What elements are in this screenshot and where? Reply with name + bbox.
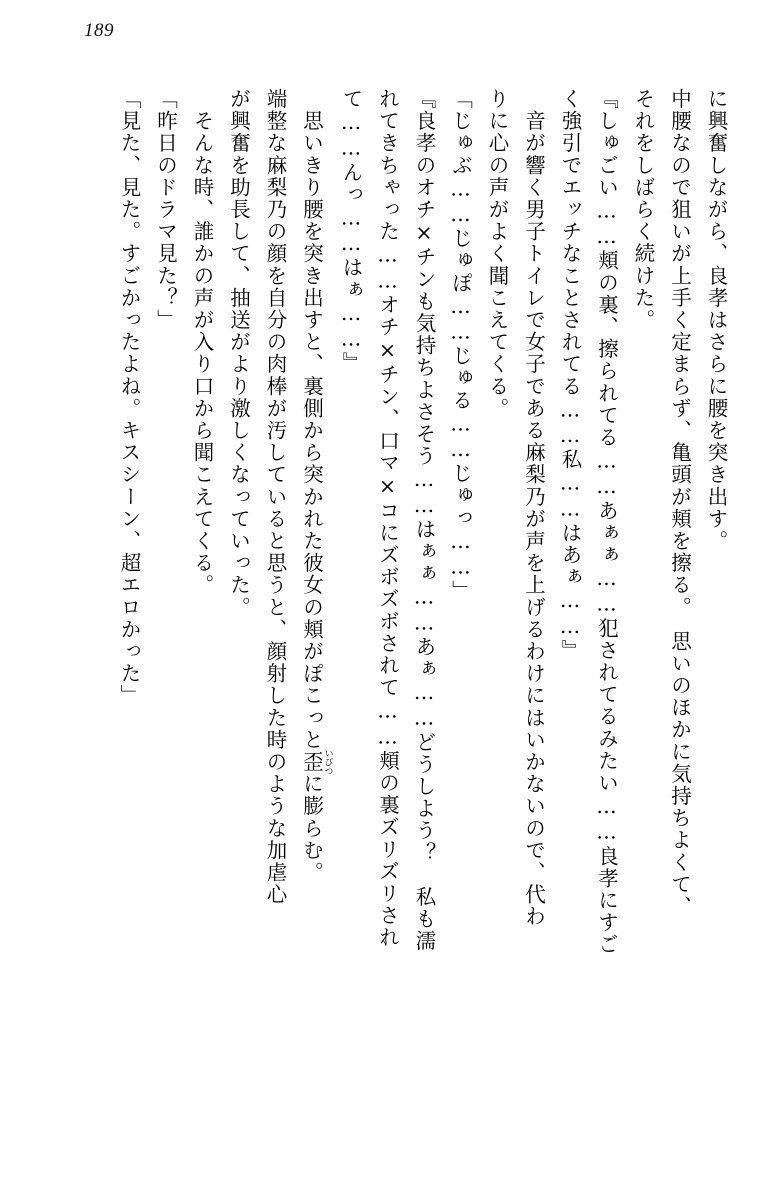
page-text-body: [40, 88, 734, 1163]
text-line: 「じゅぶ……じゅぽ……じゅる……じゅっ……」: [448, 88, 473, 603]
text-line: が興奮を助長して、抽送がより激しくなっていった。: [226, 88, 251, 619]
text-line: て……んっ……はぁ……』: [339, 88, 363, 375]
page-number: 189: [84, 20, 114, 41]
text-line: 「見た、見た。すごかったよね。キスシーン、超エロかった」: [117, 88, 141, 707]
text-line-with-ruby: 思いきり腰を突き出すと、裏側から突かれた彼女の頬がぽこっと歪 いびつに膨らむ。: [299, 88, 333, 884]
text-line: りに心の声がよく聞こえてくる。: [485, 88, 509, 420]
ruby-furigana: 歪 いびつ: [299, 748, 333, 776]
text-line: 端整な麻梨乃の顔を自分の肉棒が汚していると思うと、顔射した時のような加虐心: [263, 88, 287, 906]
text-line: 音が響く男子トイレで女子である麻梨乃が声を上げるわけにはいかないので、代わ: [521, 88, 546, 928]
text-line: それをしばらく続けた。: [631, 88, 655, 332]
text-line: 中腰なので狙いが上手く定まらず、亀頭が頬を擦る。 思いのほかに気持ちよくて、: [667, 88, 692, 918]
text-line: そんな時、誰かの声が入り口から聞こえてくる。: [190, 88, 214, 597]
text-line: れてきちゃった……オチ×チン、口マ×コにズボズボされて……頬の裏ズリズリされ: [375, 88, 400, 949]
text-line: に興奮しながら、良孝はさらに腰を突き出す。: [704, 88, 728, 553]
text-line: く強引でエッチなことされてる……私……はあぁ……』: [558, 88, 582, 662]
text-line: 『しゅごい……頬の裏、擦られてる……あぁぁ……犯されてるみたい……良孝にすご: [594, 88, 619, 956]
text-line: 「昨日のドラマ見た？」: [153, 88, 178, 332]
text-line: 『良孝のオチ×チンも気持ちよさそう……はぁぁ……あぁ……どうしよう？ 私も濡: [412, 88, 436, 953]
